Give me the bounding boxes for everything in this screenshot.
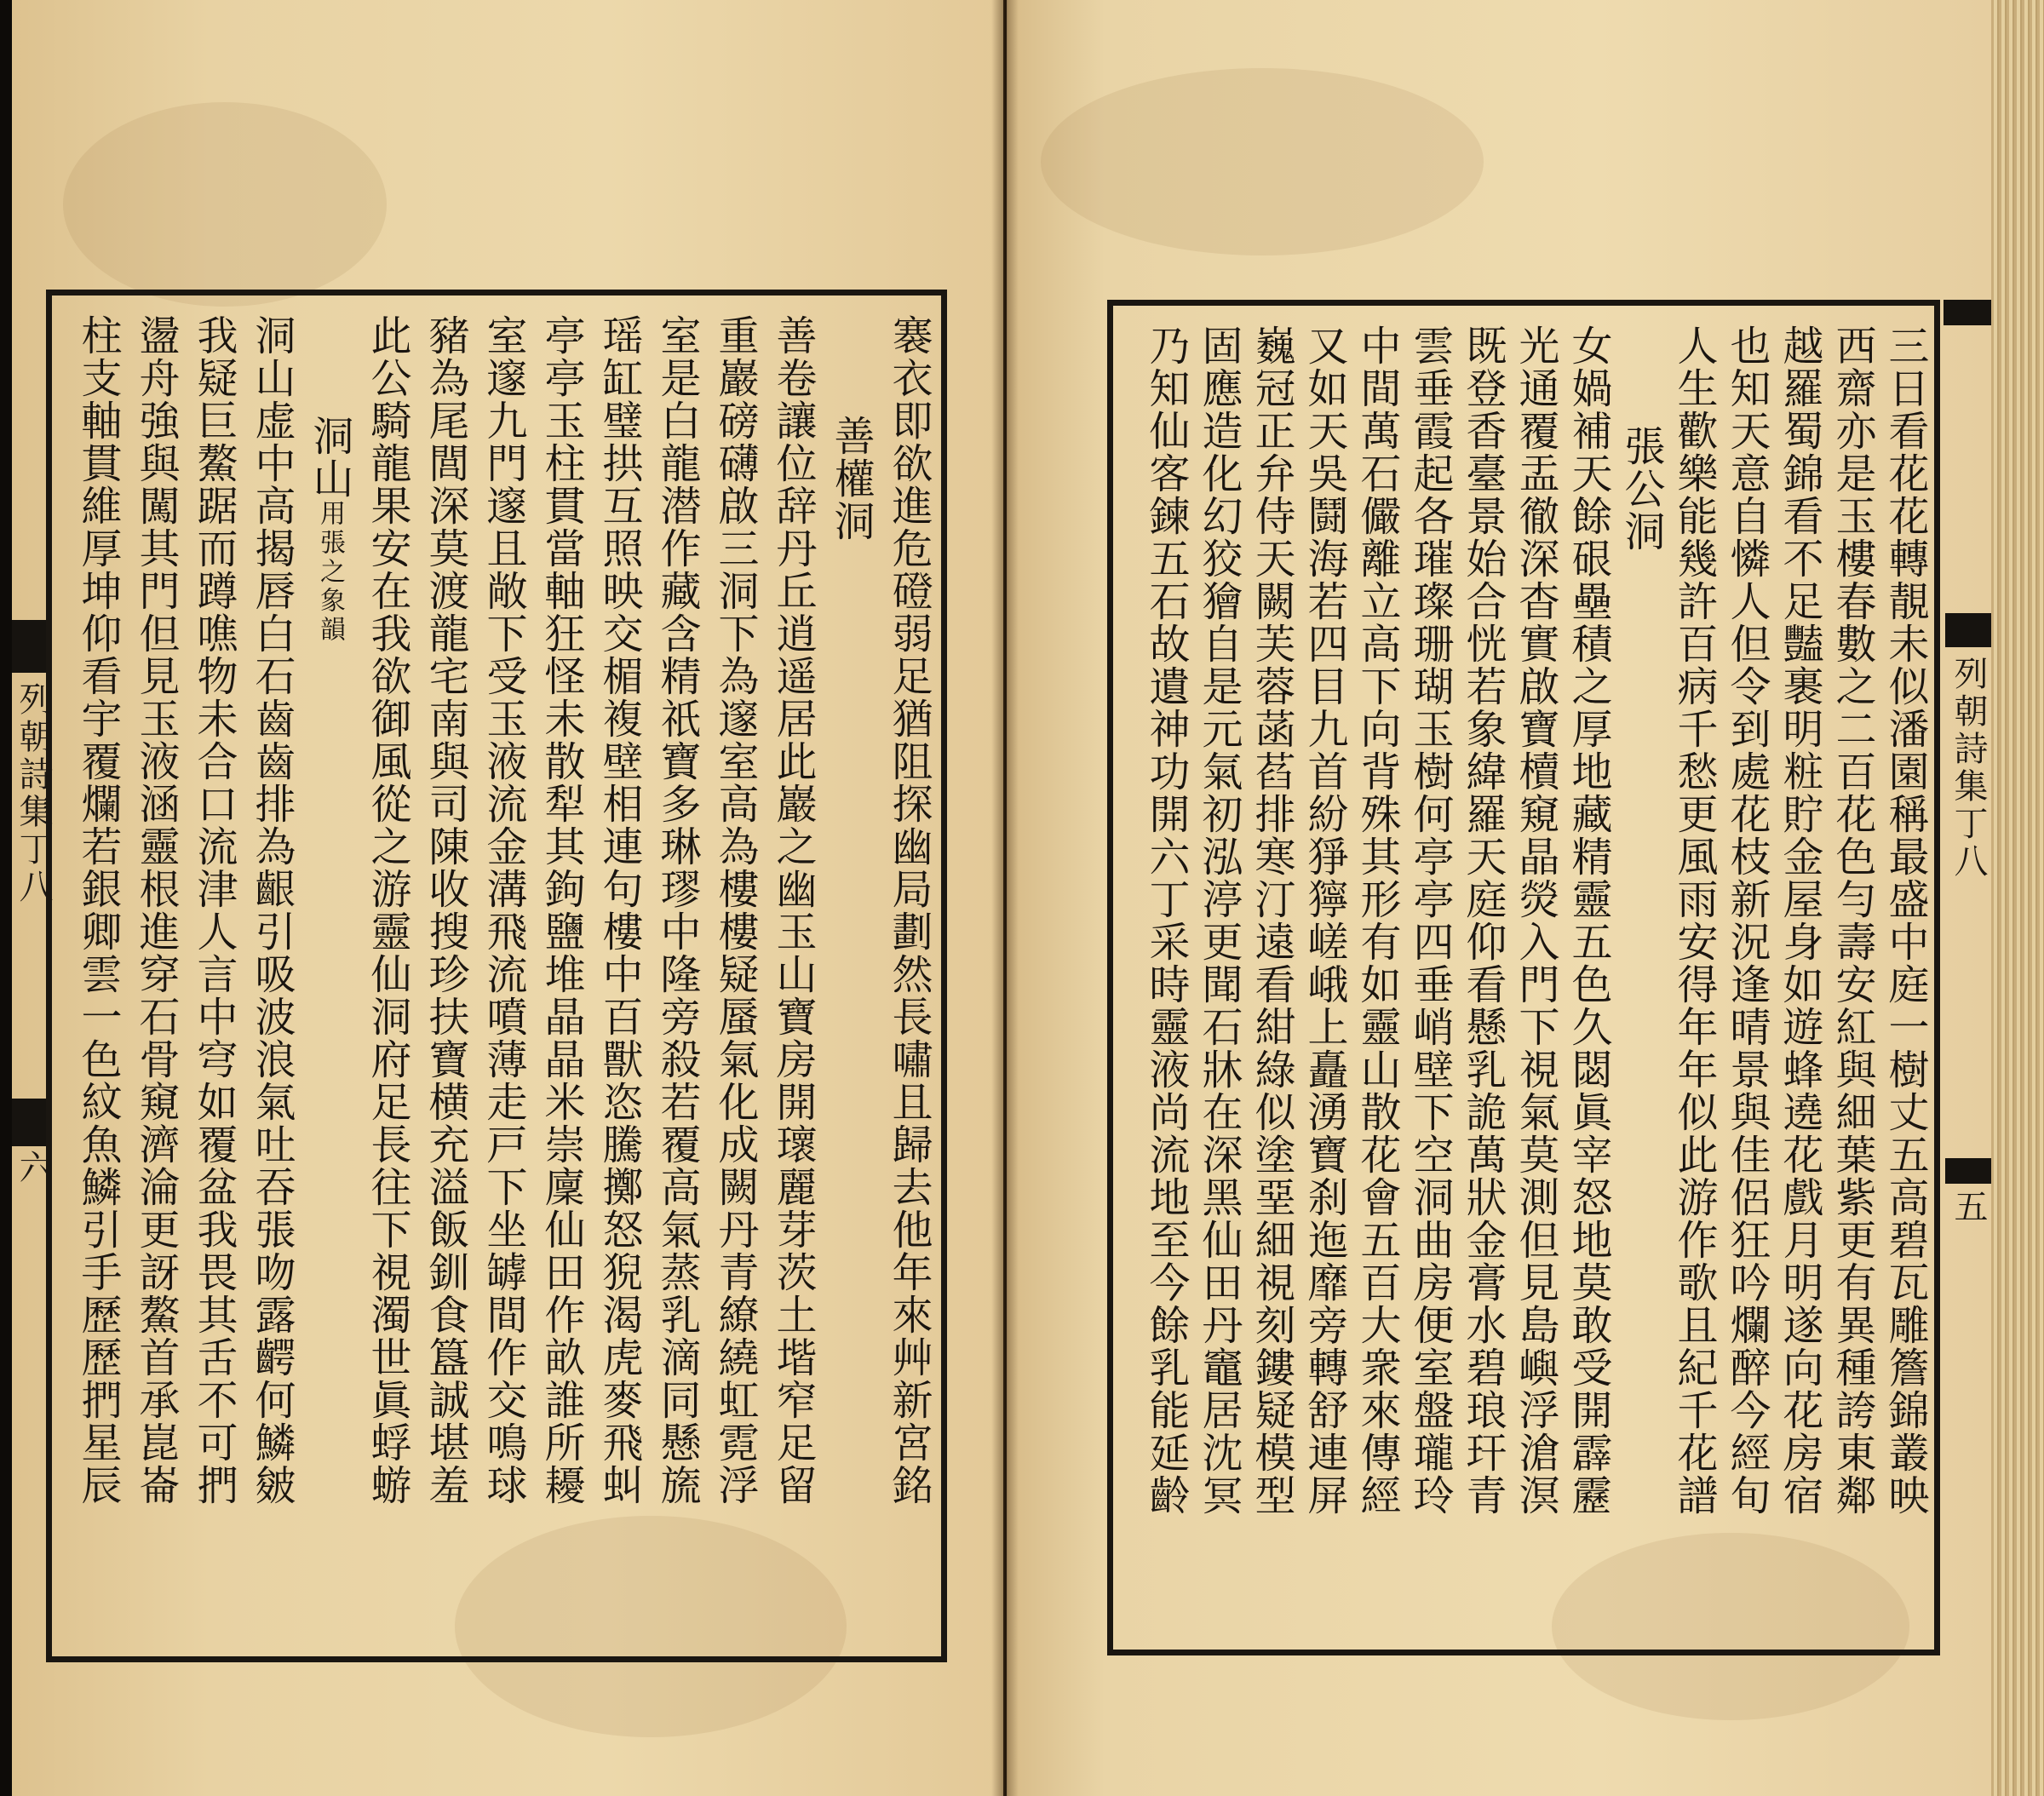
text-column: 越羅蜀錦看不足豔裹明粧貯金屋身如遊蜂遶花戲月明遂向花房宿 (1776, 324, 1823, 1517)
banxin-fishtail-top (1945, 613, 1991, 647)
text-column: 也知天意自憐人但令到處花枝新況逢晴景與佳侶狂吟爛醉今經旬 (1723, 324, 1771, 1517)
text-column: 乃知仙客鍊五石故遺神功開六丁采時靈液尚流地至今餘乳能延齡 (1142, 324, 1190, 1517)
text-column: 西齋亦是玉樓春數之二百花色勻壽安紅與細葉紫更有異種誇東鄰 (1829, 324, 1876, 1517)
text-column: 洞山虚中高揭唇白石齒齒排為齦引吸波浪氣吐吞張吻露齶何鱗皴 (248, 314, 296, 1506)
text-column: 固應造化幻狡獪自是元氣初泓渟更聞石牀在深黑仙田丹竈居沈冥 (1195, 324, 1243, 1517)
text-column: 室邃九門邃且敞下受玉液流金溝飛流噴薄走戸下坐罅間作交鳴球 (479, 314, 527, 1506)
banxin-top-bar (1944, 300, 1991, 325)
section-heading-shanquan-cave: 善權洞 (827, 415, 875, 542)
text-column: 室是白龍潜作藏含精祇寶多琳璆中隆旁殺若覆高氣蒸乳滴同懸旒 (653, 314, 701, 1506)
text-frame-left (46, 290, 947, 1662)
text-column: 此公騎龍果安在我欲御風從之游靈仙洞府足長往下視濁世眞蜉蝣 (364, 314, 411, 1506)
text-column: 雲垂霞起各璀璨珊瑚玉樹何亭亭四垂峭壁下空洞曲房便室盤瓏玲 (1406, 324, 1454, 1517)
text-column: 盪舟強與闖其門但見玉液涵靈根進穿石骨窺濟淪更訝鰲首承崑崙 (132, 314, 180, 1506)
banxin-page-number-left: 六 (14, 1150, 53, 1187)
banxin-title-left: 列朝詩集丁八 (14, 681, 53, 906)
text-column: 又如天吳鬪海若四目九首紛猙獰嵯峨上矗湧寶刹迤靡旁轉舒連屏 (1300, 324, 1348, 1517)
section-heading-zhanggong-cave: 張公洞 (1617, 425, 1665, 553)
banxin-fishtail-bottom (1945, 1158, 1991, 1184)
text-column: 中間萬石儼離立高下向背殊其形有如靈山散花會五百大衆來傳經 (1353, 324, 1401, 1517)
banxin-page-number-right: 五 (1949, 1189, 1988, 1226)
section-heading-title: 洞山 (306, 415, 353, 500)
text-column: 三日看花花轉靚未似潘園稱最盛中庭一樹丈五高碧瓦雕簷錦叢映 (1881, 324, 1929, 1517)
text-column: 善卷讓位辞丹丘逍遥居此巖之幽玉山寶房開瓌麗芽茨土堦窄足留 (769, 314, 817, 1506)
left-page (0, 0, 1003, 1796)
banxin-title-right: 列朝詩集丁八 (1949, 656, 1988, 881)
text-frame-right (1107, 300, 1940, 1655)
section-heading-dongshan (304, 415, 355, 645)
page-edges (1991, 0, 2044, 1796)
text-column: 人生歡樂能幾許百病千愁更風雨安得年年似此游作歌且紀千花譜 (1670, 324, 1718, 1517)
text-column: 女媧補天餘硍壘積之厚地藏精靈五色久閟眞宰怒地莫敢受開霹靂 (1565, 324, 1612, 1517)
paper-stain (1041, 68, 1484, 255)
text-column: 我疑巨鰲踞而蹲噍物未合口流津人言中穹如覆盆我畏其舌不可捫 (190, 314, 238, 1506)
paper-stain (63, 102, 387, 307)
text-column: 柱支軸貫維厚坤仰看宇覆爛若銀卿雲一色紋魚鱗引手歷歷捫星辰 (74, 314, 122, 1506)
banxin-fishtail-top (12, 620, 49, 673)
book-gutter (991, 0, 1019, 1796)
text-column: 豬為尾閭深莫渡龍宅南與司陳收搜珍扶寶横充溢飯釧食簋誠堪羞 (422, 314, 469, 1506)
text-column: 既登香臺景始合恍若象緯羅天庭仰看懸乳詭萬狀金膏水碧琅玕青 (1459, 324, 1507, 1517)
text-column: 褰衣即欲進危磴弱足猶阻探幽局劃然長嘯且歸去他年來艸新宮銘 (885, 314, 933, 1506)
text-column: 巍冠正弁侍天闕芙蓉菡萏排寒汀遠看紺綠似塗堊細視刻鏤疑模型 (1248, 324, 1295, 1517)
section-heading-note: 用張之象韻 (315, 500, 345, 645)
text-column: 光通覆盂徹深杳實啟寶櫝窺晶熒入門下視氣莫測但見島嶼浮滄溟 (1512, 324, 1559, 1517)
text-column: 重巖磅礴啟三洞下為邃室高為樓樓疑蜃氣化成闕丹青繚繞虹霓浮 (711, 314, 759, 1506)
right-page (1007, 0, 1991, 1796)
banxin-fishtail-bottom (12, 1099, 49, 1146)
text-column: 瑶缸璧拱互照映交楣複壁相連句樓中百獸恣騰擲怒猊渴虎麥飛虯 (595, 314, 643, 1506)
text-column: 亭亭玉柱貫當軸狂怪未散犁其鉤鹽堆晶晶米崇廩仙田作畝誰所耰 (537, 314, 585, 1506)
